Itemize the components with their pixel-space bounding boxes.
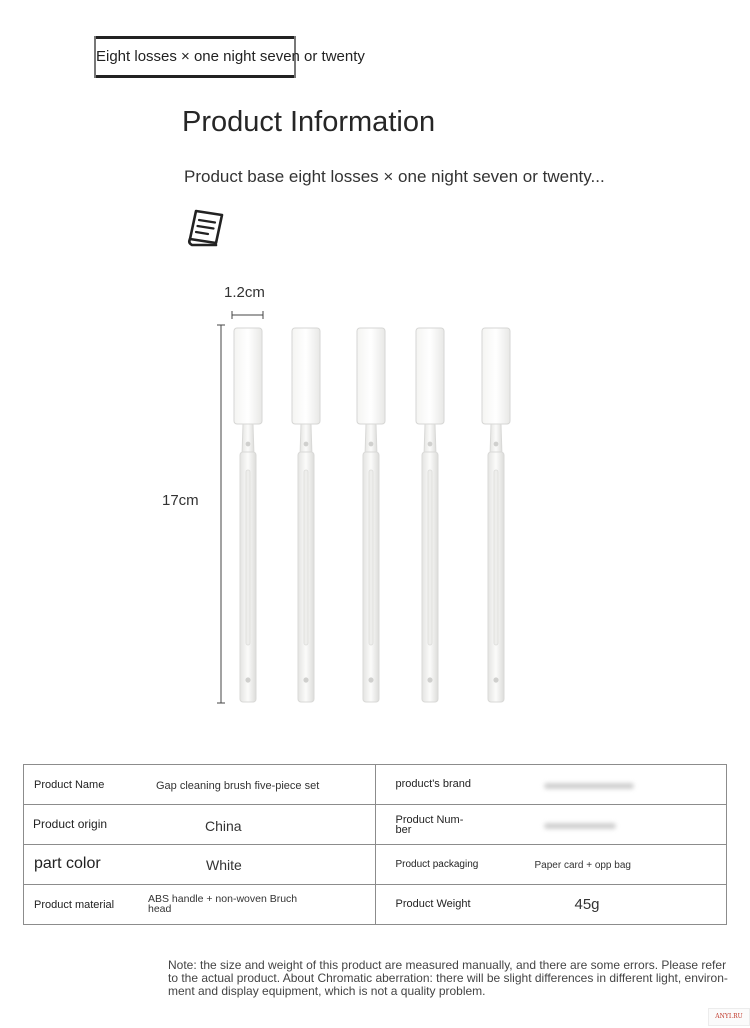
table-row <box>24 885 727 925</box>
brush-illustration <box>150 280 550 720</box>
spec-value-product-name: Gap cleaning brush five-piece set <box>156 780 320 792</box>
note-line-3: ment and display equipment, which is not a quality problem. <box>168 984 486 998</box>
table-row <box>24 765 727 805</box>
table-row <box>24 805 727 845</box>
spec-cell-product-name <box>24 765 376 805</box>
spec-label-origin: Product origin <box>33 817 108 831</box>
spec-cell-brand <box>375 765 727 805</box>
brush-item <box>482 328 510 702</box>
note-line-1: Note: the size and weight of this product are measured manually, and there are some errors. Please refer <box>168 958 727 972</box>
brush-item <box>292 328 320 702</box>
blurred-number-value <box>544 823 616 829</box>
spec-value-color: White <box>206 857 242 873</box>
spec-value-weight: 45g <box>574 896 600 913</box>
brush-item <box>416 328 444 702</box>
note-line-2: to the actual product. About Chromatic aberration: there will be slight differences in different light, environ- <box>168 971 728 985</box>
spec-cell-number <box>375 805 727 845</box>
brush-item <box>234 328 262 702</box>
brush-item <box>357 328 385 702</box>
page-title: Product Information <box>182 106 436 138</box>
spec-label-brand: product's brand <box>395 778 471 790</box>
height-dimension-label: 17cm <box>162 492 199 509</box>
spec-cell-material <box>24 885 376 925</box>
spec-cell-color <box>24 845 376 885</box>
table-row <box>24 845 727 885</box>
spec-value-packaging: Paper card + opp bag <box>534 860 631 871</box>
spec-value-material-line2: head <box>148 903 172 915</box>
spec-value-origin: China <box>205 818 242 834</box>
blurred-brand-value <box>544 783 634 789</box>
spec-label-material: Product material <box>34 899 115 911</box>
page-subtitle: Product base eight losses × one night seven or twenty... <box>184 167 605 186</box>
width-dimension-label: 1.2cm <box>224 284 265 301</box>
watermark-logo: ANYI.RU <box>708 1008 750 1026</box>
disclaimer-note <box>168 959 743 998</box>
spec-cell-origin <box>24 805 376 845</box>
spec-cell-weight <box>375 885 727 925</box>
spec-table <box>23 764 727 925</box>
spec-cell-packaging <box>375 845 727 885</box>
spec-label-number-line1: Product Num- <box>395 814 464 826</box>
document-icon <box>186 207 228 254</box>
product-figure <box>150 280 550 720</box>
spec-label-product-name: Product Name <box>34 779 105 791</box>
spec-label-packaging: Product packaging <box>395 859 479 870</box>
tag-text: Eight losses × one night seven or twenty <box>96 48 365 65</box>
spec-label-number-line2: ber <box>395 824 412 836</box>
spec-label-weight: Product Weight <box>395 898 471 910</box>
spec-value-material-line1: ABS handle + non-woven Bruch <box>148 893 298 905</box>
spec-label-color: part color <box>34 855 101 872</box>
